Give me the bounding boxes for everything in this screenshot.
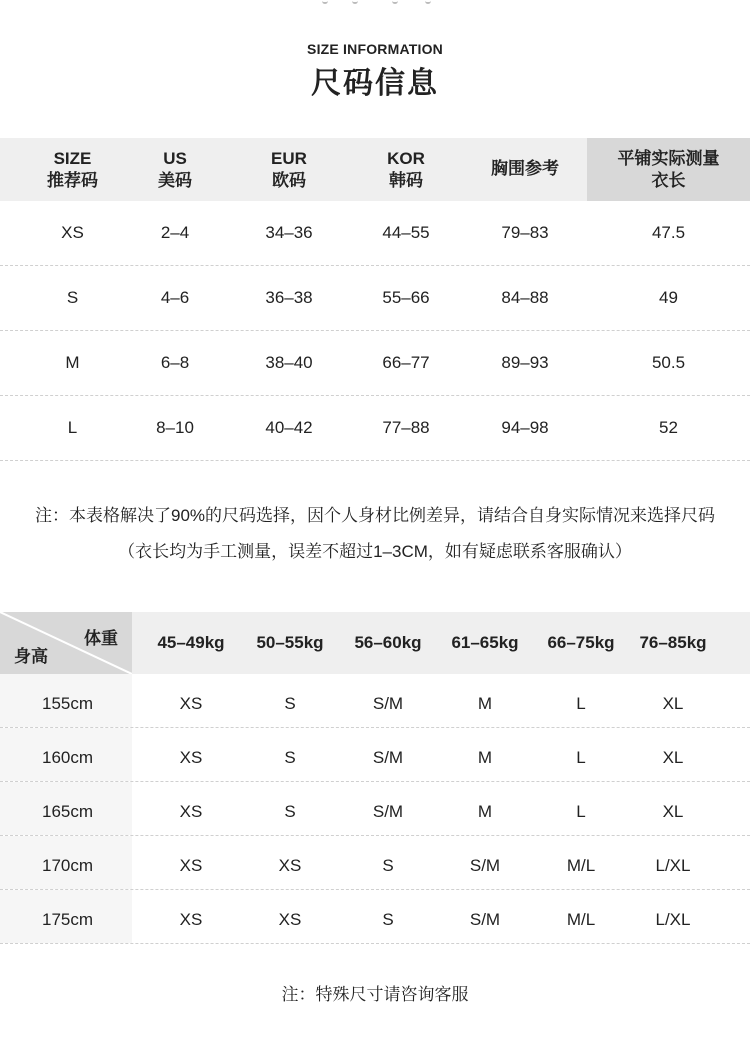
header-eur-en: EUR <box>271 149 307 168</box>
fit-cell: L/XL <box>655 856 691 875</box>
fit-cell: S <box>284 748 296 767</box>
table-row <box>0 728 750 782</box>
fit-cell: S <box>382 910 394 929</box>
top-edge-fragment <box>0 0 750 4</box>
fit-cell: L/XL <box>655 910 691 929</box>
cell-eur: 36–38 <box>265 288 313 307</box>
row-header <box>0 674 132 727</box>
cell-size: M <box>65 353 80 372</box>
fit-cell: M/L <box>566 910 596 929</box>
cell-size: L <box>67 418 78 437</box>
table-row <box>0 331 750 396</box>
fit-cell: L <box>576 694 586 713</box>
cell-length: 52 <box>659 418 678 437</box>
header-weight: 50–55kg <box>256 633 324 652</box>
height-label: 160cm <box>42 748 94 767</box>
table-row <box>0 266 750 331</box>
cell-eur: 38–40 <box>265 353 313 372</box>
table-row <box>0 674 750 728</box>
fit-cell: S <box>284 802 296 821</box>
table-row <box>0 782 750 836</box>
size-table-header <box>0 138 750 201</box>
header-kor-en: KOR <box>387 149 425 168</box>
table-row <box>0 396 750 461</box>
fit-cell: S/M <box>469 910 501 929</box>
fit-cell: S <box>284 694 296 713</box>
header-weight: 61–65kg <box>451 633 519 652</box>
fit-cell: M <box>477 748 493 767</box>
header-bust: 胸围参考 <box>491 159 559 178</box>
table-row <box>0 836 750 890</box>
fit-table <box>0 612 750 944</box>
header-length-line2: 衣长 <box>651 171 686 190</box>
fit-cell: XL <box>662 748 684 767</box>
title-chinese: 尺码信息 <box>311 67 439 100</box>
table-row <box>0 201 750 266</box>
fit-cell: S/M <box>372 802 404 821</box>
row-header <box>0 836 132 889</box>
cell-length: 49 <box>659 288 678 307</box>
height-label: 170cm <box>42 856 94 875</box>
cell-us: 4–6 <box>160 288 190 307</box>
header-us-en: US <box>163 149 187 168</box>
fit-cell: M/L <box>566 856 596 875</box>
corner-weight-label: 体重 <box>84 629 118 648</box>
row-header <box>0 728 132 781</box>
cell-size: S <box>66 288 79 307</box>
header-weight: 66–75kg <box>547 633 615 652</box>
fit-cell: XS <box>278 856 302 875</box>
cell-kor: 55–66 <box>382 288 430 307</box>
header-kor <box>351 148 461 192</box>
header-eur-cn: 欧码 <box>272 171 306 190</box>
fit-cell: XS <box>278 910 302 929</box>
fit-cell: M <box>477 694 493 713</box>
header-weight: 56–60kg <box>354 633 422 652</box>
cell-kor: 77–88 <box>382 418 430 437</box>
header-length <box>587 148 750 192</box>
height-label: 175cm <box>42 910 94 929</box>
fit-cell: XL <box>662 802 684 821</box>
fit-cell: S/M <box>372 748 404 767</box>
header-length-line1: 平铺实际测量 <box>617 149 720 168</box>
fit-cell: L <box>576 802 586 821</box>
header-us-cn: 美码 <box>158 171 192 190</box>
fit-table-header <box>0 612 750 674</box>
fit-cell: XS <box>179 694 203 713</box>
corner-cell <box>0 612 132 674</box>
cell-eur: 40–42 <box>265 418 313 437</box>
note-size-selection: 注：本表格解决了90%的尺码选择，因个人身材比例差异，请结合自身实际情况来选择尺码 <box>34 506 716 525</box>
fit-cell: S/M <box>469 856 501 875</box>
cell-bust: 84–88 <box>501 288 549 307</box>
cell-kor: 66–77 <box>382 353 430 372</box>
cell-length: 50.5 <box>651 353 686 372</box>
cell-length: 47.5 <box>651 223 686 242</box>
title-english: SIZE INFORMATION <box>307 41 443 57</box>
cell-kor: 44–55 <box>382 223 430 242</box>
header-us <box>120 148 230 192</box>
cell-us: 2–4 <box>160 223 190 242</box>
cell-us: 8–10 <box>156 418 194 437</box>
cell-bust: 89–93 <box>501 353 549 372</box>
note-special-sizes: 注：特殊尺寸请咨询客服 <box>281 985 469 1004</box>
header-eur <box>234 148 344 192</box>
cell-eur: 34–36 <box>265 223 313 242</box>
fit-cell: S/M <box>372 694 404 713</box>
size-table <box>0 138 750 461</box>
fit-cell: XS <box>179 802 203 821</box>
fit-cell: XS <box>179 910 203 929</box>
header-size-en: SIZE <box>53 149 92 168</box>
header-size-cn: 推荐码 <box>47 171 98 190</box>
cell-bust: 94–98 <box>501 418 549 437</box>
fit-cell: XL <box>662 694 684 713</box>
height-label: 155cm <box>42 694 94 713</box>
header-weight: 76–85kg <box>639 633 707 652</box>
row-header <box>0 890 132 943</box>
header-weight: 45–49kg <box>157 633 225 652</box>
header-kor-cn: 韩码 <box>389 171 423 190</box>
fit-cell: M <box>477 802 493 821</box>
note-measurement: （衣长均为手工测量，误差不超过1–3CM，如有疑虑联系客服确认） <box>118 542 632 561</box>
cell-size: XS <box>61 223 84 242</box>
corner-height-label: 身高 <box>14 647 48 666</box>
cell-us: 6–8 <box>160 353 190 372</box>
cell-bust: 79–83 <box>501 223 549 242</box>
fit-cell: XS <box>179 856 203 875</box>
fit-cell: S <box>382 856 394 875</box>
fit-cell: XS <box>179 748 203 767</box>
height-label: 165cm <box>42 802 94 821</box>
fit-cell: L <box>576 748 586 767</box>
row-header <box>0 782 132 835</box>
table-row <box>0 890 750 944</box>
